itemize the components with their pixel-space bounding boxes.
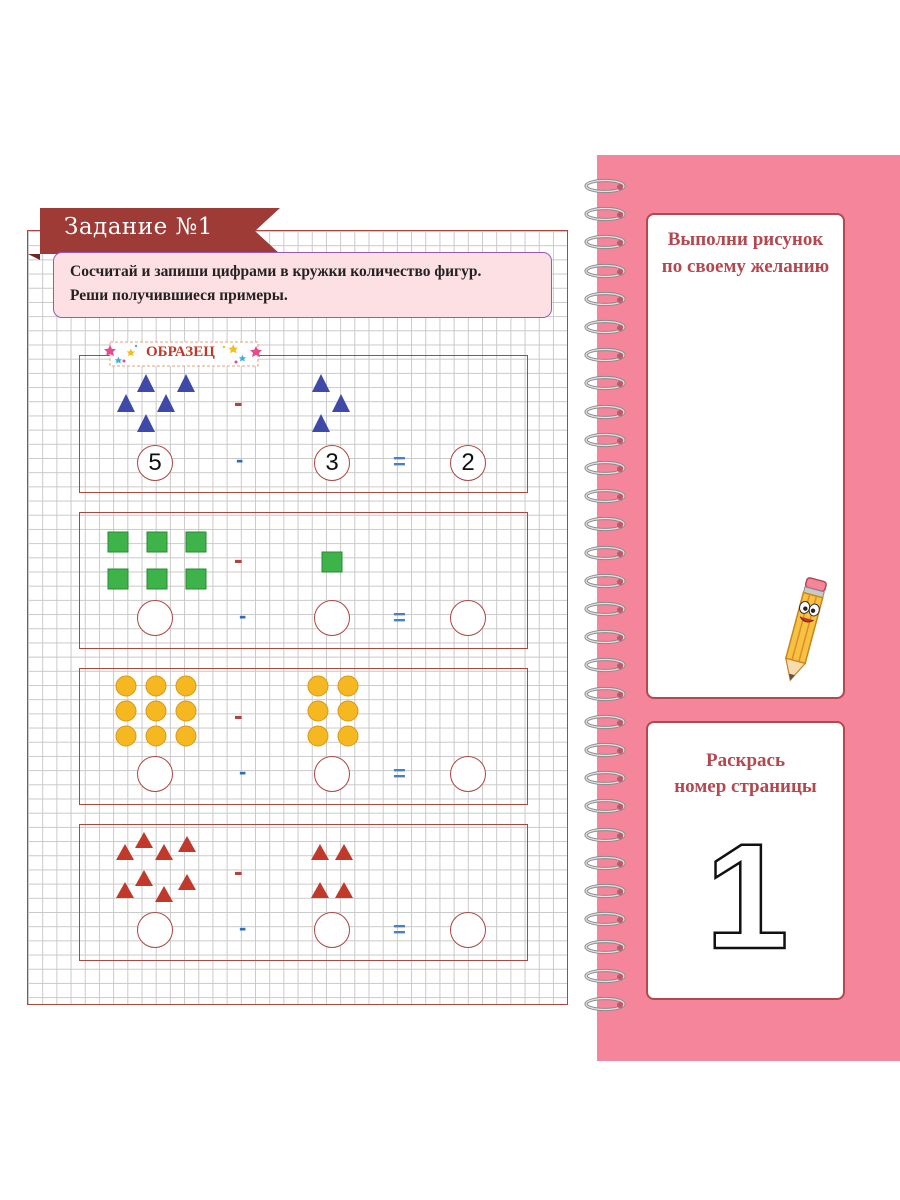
triangle-shape xyxy=(178,836,196,852)
shape-group-circles-left xyxy=(112,672,202,752)
triangle-shape xyxy=(116,882,134,898)
spiral-coil xyxy=(583,996,627,1012)
shape-group-sample-right xyxy=(305,370,357,436)
triangle-shape xyxy=(137,374,155,392)
spiral-coil xyxy=(583,657,627,673)
square-shape xyxy=(108,569,128,589)
spiral-coil xyxy=(583,460,627,476)
circle-shape xyxy=(338,726,358,746)
equals-sign: = xyxy=(393,917,406,942)
triangle-shape xyxy=(312,414,330,432)
square-shape xyxy=(322,552,342,572)
minus-sign: - xyxy=(239,759,247,784)
triangle-shape xyxy=(117,394,135,412)
triangle-shape xyxy=(177,374,195,392)
circle-shape xyxy=(146,676,166,696)
spiral-coil xyxy=(583,714,627,730)
answer-circle[interactable] xyxy=(314,912,350,948)
circle-shape xyxy=(116,676,136,696)
circle-shape xyxy=(176,701,196,721)
spiral-coil xyxy=(583,545,627,561)
spiral-coil xyxy=(583,263,627,279)
triangle-shape xyxy=(335,882,353,898)
spiral-coil xyxy=(583,911,627,927)
answer-circle[interactable] xyxy=(450,600,486,636)
triangle-shape xyxy=(116,844,134,860)
circle-shape xyxy=(338,701,358,721)
page-number-digit: 1 xyxy=(705,812,789,980)
spiral-coil xyxy=(583,488,627,504)
circle-shape xyxy=(176,676,196,696)
spiral-coil xyxy=(583,939,627,955)
triangle-shape xyxy=(311,882,329,898)
spiral-coil xyxy=(583,516,627,532)
triangle-shape xyxy=(311,844,329,860)
minus-sign: - xyxy=(234,387,243,417)
minus-sign: - xyxy=(234,856,243,886)
triangle-shape xyxy=(137,414,155,432)
spiral-coil xyxy=(583,742,627,758)
square-shape xyxy=(147,569,167,589)
shape-group-triangles-right xyxy=(306,840,360,906)
equals-sign: = xyxy=(393,761,406,786)
spiral-coil xyxy=(583,855,627,871)
spiral-coil xyxy=(583,770,627,786)
circle-shape xyxy=(146,701,166,721)
circle-shape xyxy=(116,701,136,721)
answer-circle[interactable] xyxy=(137,756,173,792)
minus-sign: - xyxy=(234,544,243,574)
page-number-card[interactable] xyxy=(646,721,845,1000)
minus-sign: - xyxy=(239,603,247,628)
shape-group-squares-right xyxy=(318,548,346,576)
spiral-coil xyxy=(583,798,627,814)
shape-group-sample-left xyxy=(110,370,200,438)
spiral-coil xyxy=(583,432,627,448)
spiral-coil xyxy=(583,573,627,589)
circle-shape xyxy=(308,676,328,696)
answer-circle[interactable] xyxy=(137,912,173,948)
spiral-coil xyxy=(583,319,627,335)
instruction-line-2: Реши получившиеся примеры. xyxy=(70,287,288,304)
circle-shape xyxy=(338,676,358,696)
square-shape xyxy=(186,532,206,552)
circle-shape xyxy=(116,726,136,746)
answer-circle: 2 xyxy=(450,445,486,481)
spiral-coil xyxy=(583,178,627,194)
answer-circle[interactable] xyxy=(314,600,350,636)
instruction-box xyxy=(53,252,552,318)
spiral-coil xyxy=(583,234,627,250)
page-card-title-line-1: Раскрась xyxy=(705,750,786,771)
spiral-coil xyxy=(583,347,627,363)
triangle-shape xyxy=(312,374,330,392)
triangle-shape xyxy=(332,394,350,412)
spiral-coil xyxy=(583,968,627,984)
shape-group-triangles-left xyxy=(110,828,205,908)
pencil-mascot-icon xyxy=(776,570,832,688)
spiral-coil xyxy=(583,404,627,420)
sample-label: ОБРАЗЕЦ xyxy=(146,344,215,360)
answer-circle[interactable] xyxy=(450,756,486,792)
square-shape xyxy=(186,569,206,589)
minus-sign: - xyxy=(239,915,247,940)
square-shape xyxy=(108,532,128,552)
instruction-line-1: Сосчитай и запиши цифрами в кружки количество фигур. xyxy=(70,263,482,280)
shape-group-squares-left xyxy=(104,528,214,594)
triangle-shape xyxy=(135,870,153,886)
spiral-coil xyxy=(583,629,627,645)
answer-circle: 5 xyxy=(137,445,173,481)
minus-sign: - xyxy=(236,447,244,472)
spiral-coil xyxy=(583,686,627,702)
spiral-coil xyxy=(583,206,627,222)
equals-sign: = xyxy=(393,449,406,474)
triangle-shape xyxy=(155,844,173,860)
spiral-coil xyxy=(583,375,627,391)
spiral-coil xyxy=(583,827,627,843)
task-title: Задание №1 xyxy=(64,214,213,240)
draw-card-title-line-1: Выполни рисунок xyxy=(667,229,824,250)
circle-shape xyxy=(176,726,196,746)
shape-group-circles-right xyxy=(304,672,366,752)
square-shape xyxy=(147,532,167,552)
page-card-title-line-2: номер страницы xyxy=(674,776,817,797)
answer-circle[interactable] xyxy=(314,756,350,792)
minus-sign: - xyxy=(234,700,243,730)
equals-sign: = xyxy=(393,605,406,630)
triangle-shape xyxy=(157,394,175,412)
answer-circle[interactable] xyxy=(450,912,486,948)
page-number-outline[interactable] xyxy=(705,812,789,980)
spiral-coil xyxy=(583,883,627,899)
circle-shape xyxy=(308,701,328,721)
triangle-shape xyxy=(155,886,173,902)
circle-shape xyxy=(308,726,328,746)
spiral-coil xyxy=(583,291,627,307)
answer-circle: 3 xyxy=(314,445,350,481)
draw-card-title-line-2: по своему желанию xyxy=(661,256,830,277)
spiral-coil xyxy=(583,601,627,617)
triangle-shape xyxy=(178,874,196,890)
triangle-shape xyxy=(135,832,153,848)
answer-circle[interactable] xyxy=(137,600,173,636)
triangle-shape xyxy=(335,844,353,860)
circle-shape xyxy=(146,726,166,746)
